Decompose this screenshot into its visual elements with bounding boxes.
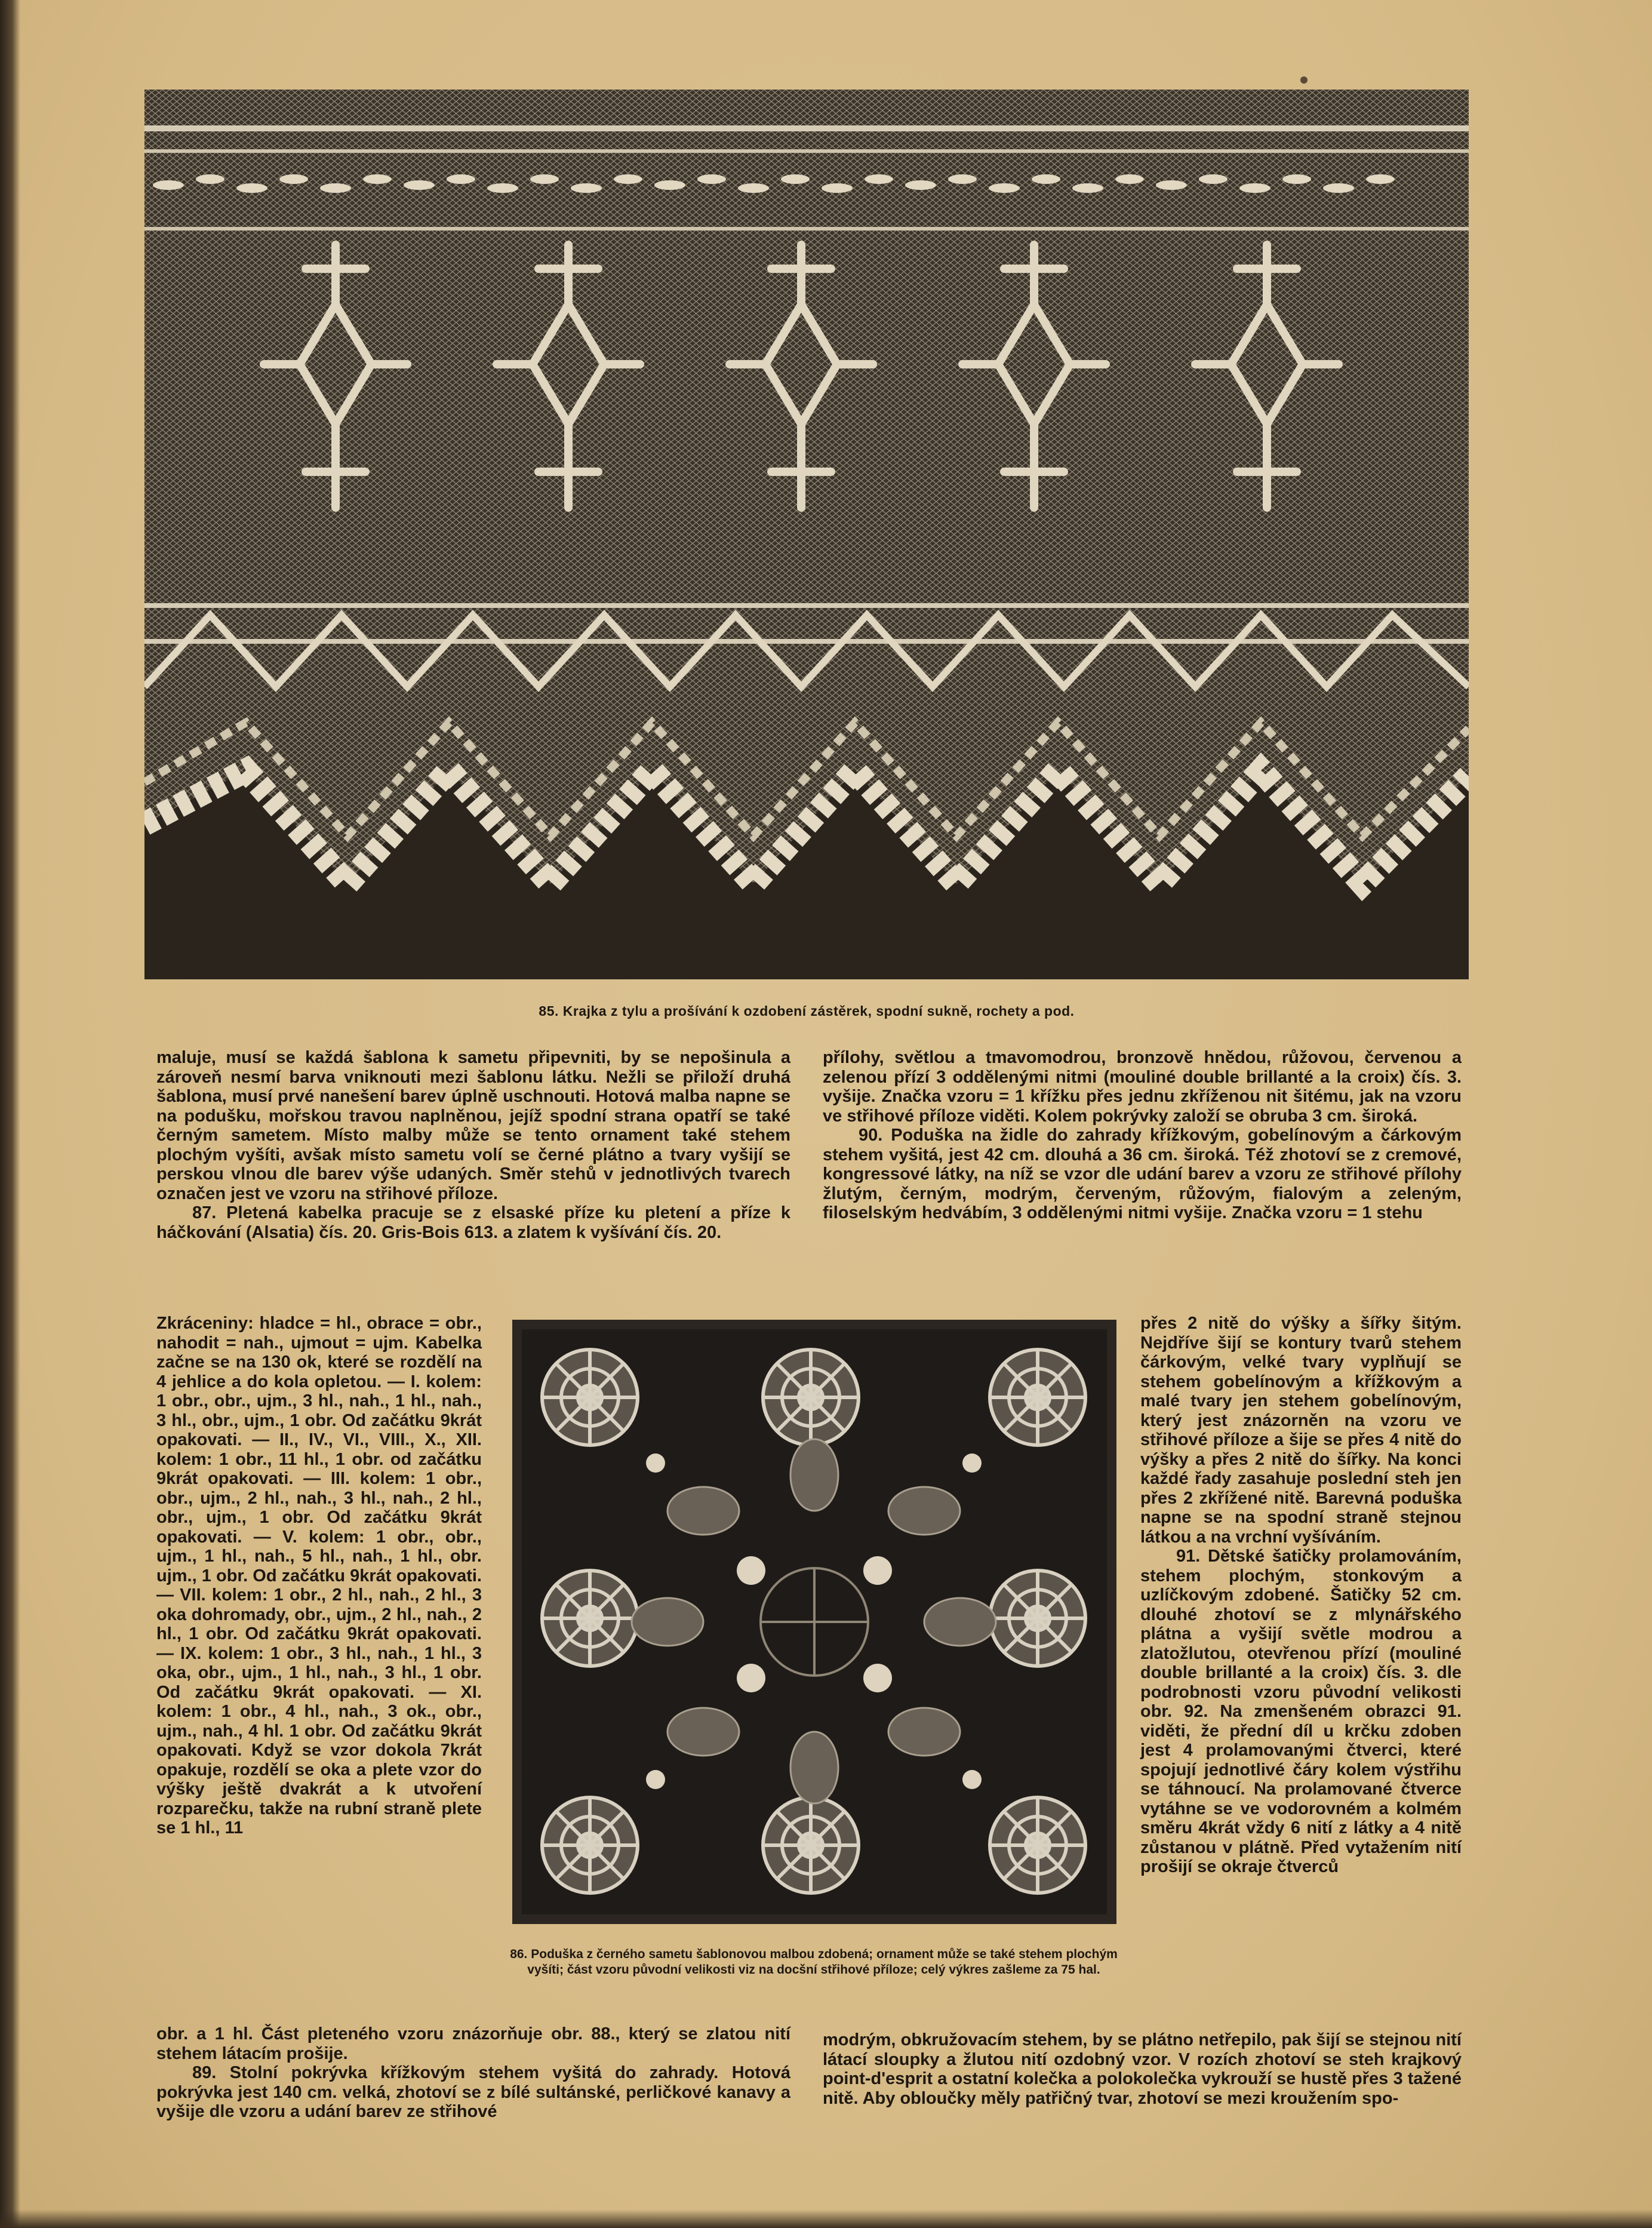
- right-column-top: [823, 1048, 1462, 1223]
- figure-86-caption: 86. Poduška z černého sametu šablonovou malbou zdobená; ornament může se také stehem plochým vyšíti; část vzoru původní velikosti viz na docšní střihové příloze; celý výkres zašleme za 75 hal.: [510, 1947, 1118, 1977]
- heading-89: 89. Stolní pokrývka křížkovým stehem vyšitá do zahrady.: [192, 2063, 719, 2082]
- left-column-bottom: [156, 2024, 790, 2122]
- page-edge-left: [0, 0, 20, 2228]
- right-paragraph-2-intro: [823, 1126, 1462, 1223]
- right-paragraph-3-end: modrým, obkružovacím stehem, by se plátno netřepilo, pak šijí se stejnou nití látací sloupky a žlutou nití ozdobný vzor. V rozích zhotoví se steh krajkový point-d'esprit a ostatní kolečka a polokolečka vykrouží se hustě přes 3 tažené nitě. Aby obloučky měly patřičný tvar, zhotoví se mezi kroužením spo-: [823, 2030, 1462, 2108]
- left-paragraph-3-text: Hotová pokrývka jest 140 cm. velká, zhotoví se z bílé sultánské, perličkové kanavy a vyšije dle vzoru a udání barev ze střihové: [156, 2063, 790, 2121]
- left-paragraph-2-full: pracuje se z elsaské příze ku pletení a příze k háčkování (Alsatia) čís. 20. Gris-Bois 613. a zlatem k vyšívání čís. 20.: [156, 1203, 790, 1242]
- right-paragraph-3-narrow: prolamováním, stehem plochým, stonkovým a uzlíčkovým zdobené. Šatičky 52 cm. dlouhé zhotoví se z mlynářského plátna a vyšijí světle modrou a zlatožlutou, otevřenou přízí (mouliné double brillanté a la croix) čís. 3. dle podrobnosti vzoru původní velikosti obr. 92. Na zmenšeném obrazci 91. viděti, že přední díl u krčku zdoben jest 4 prolamovanými čtverci, které spojují jednotlivé čáry kolem výstřihu se táhnoucí. Na prolamované čtverce vytáhne se ve vodorovném a kolmém směru 4krát vždy 6 nití z látky a 4 nitě zůstanou v plátně. Před vytažením nití prošijí se okraje čtverců: [1140, 1547, 1462, 1876]
- heading-90: 90. Poduška na židle do zahrady: [859, 1126, 1142, 1145]
- left-paragraph-2-end: obr. a 1 hl. Část pleteného vzoru znázorňuje obr. 88., který se zlatou nití stehem látacím prošije.: [156, 2024, 790, 2063]
- right-paragraph-1: přílohy, světlou a tmavomodrou, bronzově hnědou, růžovou, červenou a zelenou přízí 3 oddělenými nitmi (mouliné double brillanté a la croix) čís. 3. vyšije. Značka vzoru = 1 křížku přes jednu zkříženou nit šitému, jak na vzoru ve střihové příloze viděti. Kolem pokrývky založí se obruba 3 cm. široká.: [823, 1048, 1462, 1126]
- right-paragraph-2-full: křížkovým, gobelínovým a čárkovým stehem vyšitá, jest 42 cm. dlouhá a 36 cm. široká. Též zhotoví se z cremové, kongressové látky, na níž se vzor dle udání barev a vzoru ze střihové přílohy žlutým, černým, modrým, červeným, růžovým, fialovým a zeleným, filoselským hedvábím, 3 oddělenými nitmi vyšije. Značka vzoru = 1 stehu: [823, 1126, 1462, 1222]
- right-paragraph-3: [1140, 1547, 1462, 1877]
- page-edge-bottom: [0, 2209, 1652, 2228]
- left-paragraph-3: [156, 2063, 790, 2122]
- figure-85-caption: 85. Krajka z tylu a prošívání k ozdobení zástěrek, spodní sukně, rochety a pod.: [539, 1003, 1075, 1019]
- figure-86-pillow: [512, 1320, 1116, 1924]
- ink-spot: [1300, 76, 1308, 84]
- heading-91: 91. Dětské šatičky: [1176, 1547, 1331, 1566]
- pillow-illustration: [512, 1320, 1116, 1924]
- heading-87: 87. Pletená kabelka: [192, 1203, 362, 1222]
- left-column-narrow: [156, 1314, 482, 1838]
- figure-85-lace: [144, 90, 1469, 979]
- left-paragraph-1: maluje, musí se každá šablona k sametu připevniti, by se nepošinula a zároveň nesmí barva vniknouti mezi šablonu látku. Nežli se přiloží druhá šablona, musí prvé nanešení barev úplně uschnouti. Hotová malba napne se na podušku, mořskou travou naplněnou, jejíž spodní strana opatří se také černým sametem. Místo malby může se tento ornament také stehem plochým vyšíti, avšak místo sametu volí se černé plátno a tvary vyšijí se perskou vlnou dle barev výše udaných. Směr stehů v jednotlivých tvarech označen jest ve vzoru na střihové příloze.: [156, 1048, 790, 1203]
- lace-illustration: [144, 90, 1469, 979]
- left-paragraph-2-intro: [156, 1203, 790, 1242]
- left-paragraph-2-narrow: Zkráceniny: hladce = hl., obrace = obr., nahodit = nah., ujmout = ujm. Kabelka začne se na 130 ok, které se rozdělí na 4 jehlice a do kola opletou. — I. kolem: 1 obr., obr., ujm., 3 hl., nah., 1 hl., nah., 3 hl., obr., ujm., 1 obr. Od začátku 9krát opakovati. — II., IV., VI., VIII., X., XII. kolem: 1 obr., 11 hl., 1 obr. od začátku 9krát opakovati. — III. kolem: 1 obr., obr., ujm., 2 hl., nah., 3 hl., nah., 2 hl., obr., ujm., 1 obr. Od začátku 9krát opakovati. — V. kolem: 1 obr., obr., ujm., 1 hl., nah., 5 hl., nah., 1 hl., obr. ujm., 1 obr. Od začátku 9krát opakovati. — VII. kolem: 1 obr., 2 hl., nah., 2 hl., 3 oka dohromady, obr., ujm., 2 hl., nah., 2 hl., 1 obr. Od začátku 9krát opakovati. — IX. kolem: 1 obr., 3 hl., nah., 1 hl., 3 oka, obr., ujm., 1 hl., nah., 3 hl., 1 obr. Od začátku 9krát opakovati. — XI. kolem: 1 obr., 4 hl., nah., 3 ok., obr., ujm., nah., 4 hl. 1 obr. Od začátku 9krát opakovati. Když se vzor dokola 7krát opakuje, rozdělí se oka a plete vzor do výšky ještě dvakrát a k utvoření rozparečku, takže na rubní straně plete se 1 hl., 11: [156, 1314, 482, 1837]
- left-column-top: [156, 1048, 790, 1242]
- right-column-narrow: [1140, 1314, 1462, 1877]
- right-paragraph-2-narrow: přes 2 nitě do výšky a šířky šitým. Nejdříve šijí se kontury tvarů stehem čárkovým, velké tvary vyplňují se stehem gobelínovým a křížkovým a malé tvary jen stehem gobelínovým, který jest znázorněn na vzoru ve střihové příloze a šije se přes 4 nitě do výšky a přes 2 nitě do šířky. Na konci každé řady zasahuje poslední steh jen přes 2 zkřížené nitě. Barevná poduška napne se na spodní straně stejnou látkou a na vrchní vyšíváním.: [1140, 1314, 1462, 1547]
- right-column-bottom: [823, 2030, 1462, 2108]
